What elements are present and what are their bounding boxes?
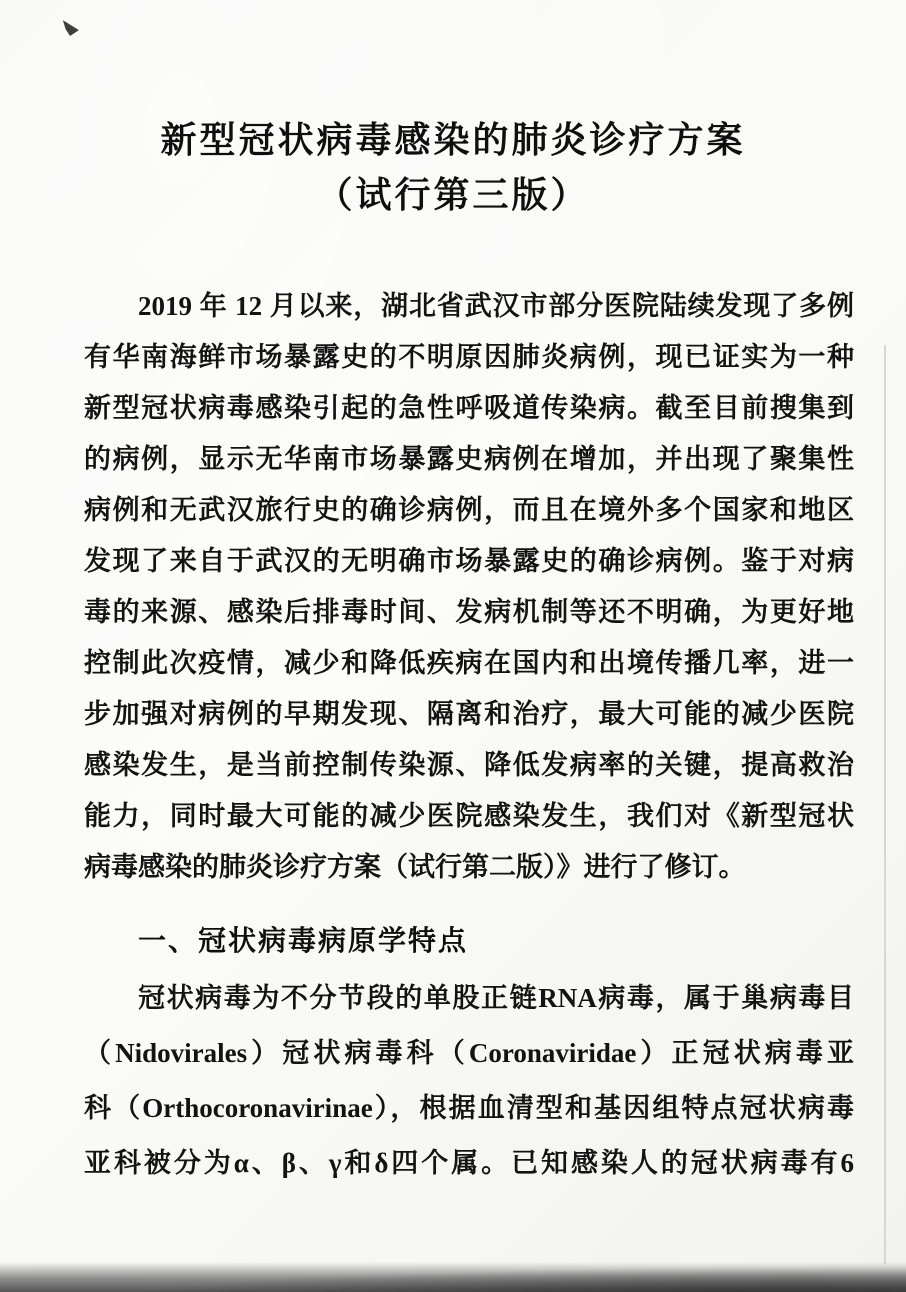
document-title-line2: （试行第三版） [316,175,590,216]
text-line: 发现了来自于武汉的无明确市场暴露史的确诊病例。鉴于对病 [84,545,854,576]
text-line: 毒的来源、感染后排毒时间、发病机制等还不明确，为更好地 [84,596,854,627]
text-line: 的病例，显示无华南市场暴露史病例在增加，并出现了聚集性 [84,443,854,474]
text-line: 感染发生，是当前控制传染源、降低发病率的关键，提高救治 [84,749,854,780]
section1-paragraph [84,971,854,1191]
text-line: 步加强对病例的早期发现、隔离和治疗，最大可能的减少医院 [84,698,854,729]
text-line: 新型冠状病毒感染引起的急性呼吸道传染病。截至目前搜集到 [84,392,854,423]
document-body [0,281,906,1191]
scan-right-edge [884,345,886,1264]
text-line: 控制此次疫情，减少和降低疾病在国内和出境传播几率，进一 [84,647,854,678]
text-line: 冠状病毒为不分节段的单股正链RNA病毒，属于巢病毒目 [138,982,854,1013]
text-line: 能力，同时最大可能的减少医院感染发生，我们对《新型冠状 [84,800,854,831]
text-line: 有华南海鲜市场暴露史的不明原因肺炎病例，现已证实为一种 [84,341,854,372]
scan-bottom-edge [0,1262,906,1292]
text-line: 病毒感染的肺炎诊疗方案（试行第二版）》进行了修订。 [84,851,746,882]
text-line: （Nidovirales）冠状病毒科（Coronaviridae）正冠状病毒亚 [84,1037,854,1068]
text-line: 亚科被分为α、β、γ和δ四个属。已知感染人的冠状病毒有6 [84,1147,854,1178]
text-line: 科（Orthocoronavirinae），根据血清型和基因组特点冠状病毒 [84,1092,854,1123]
text-line: 2019 年 12 月以来，湖北省武汉市部分医院陆续发现了多例 [138,290,854,321]
text-line: 病例和无武汉旅行史的确诊病例，而且在境外多个国家和地区 [84,494,854,525]
intro-paragraph [84,281,854,893]
section-heading: 一、冠状病毒病原学特点 [138,924,469,956]
document-title-line1: 新型冠状病毒感染的肺炎诊疗方案 [160,120,746,160]
